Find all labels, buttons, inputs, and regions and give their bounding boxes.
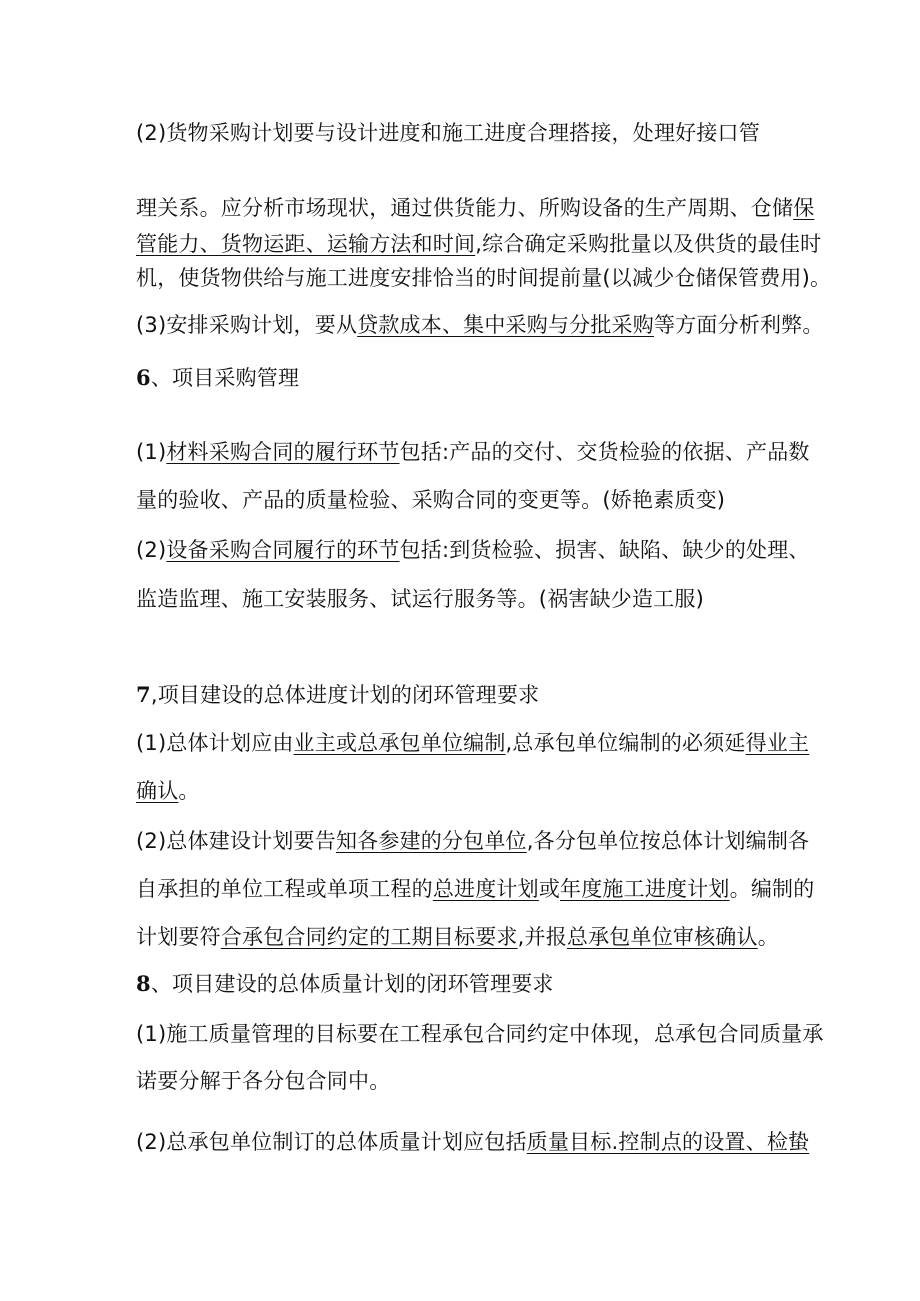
text-line [136,776,200,806]
text-line [136,826,809,856]
text: 包括:产品的交付、交货检验的依据、产品数 [399,440,810,464]
text: 监造监理、施工安装服务、试运行服务等。(祸害缺少造工服) [136,587,704,611]
section-number: 6 [136,365,151,390]
underlined-text: 总承包单位审核确认 [566,925,758,949]
underlined-text: 管能力、货物运距、运输方法和时间 [136,232,476,256]
section-title: 、项目建设的总体质量计划的闭环管理要求 [150,972,554,996]
text: 等方面分析利弊。 [653,313,824,337]
section-title: 、项目采购管理 [150,366,300,390]
underlined-text: 年度施工进度计划 [560,877,730,901]
text: (1) [136,440,167,464]
section-heading [136,680,539,710]
text: (2) [136,538,167,562]
section-heading [136,969,554,999]
text-line [136,874,814,904]
underlined-text: 总进度计划 [432,877,539,901]
text: 理关系。应分析市场现状，通过供货能力、所购设备的生产周期、仓储 [136,196,794,220]
text: 计划要符 [136,925,221,949]
text: ,并报 [517,925,567,949]
text: (1)施工质量管理的目标要在工程承包合同约定中体现，总承包合同质量承 [136,1022,824,1046]
underlined-text: 确认 [136,779,179,803]
text: 机，使货物供给与施工进度安排恰当的时间提前量(以减少仓储保管费用)。 [136,266,832,290]
underlined-text: 材料采购合同的履行环节 [166,440,400,464]
text-line [136,310,824,340]
text: 包括:到货检验、损害、缺陷、缺少的处理、 [399,538,810,562]
text: ,综合确定采购批量以及供货的最佳时 [475,232,822,256]
section-title: ,项目建设的总体进度计划的闭环管理要求 [150,683,540,707]
section-number: 7 [136,682,151,707]
text: (3)安排采购计划，要从 [136,313,358,337]
text-line [136,1066,390,1096]
underlined-text: 贷款成本、集中采购与分批采购 [357,313,654,337]
section-number: 8 [136,971,151,996]
underlined-text: 质量目标.控制点的设置、检蛰 [526,1130,810,1154]
underlined-text: 知各参建的分包单位 [335,829,527,853]
text-line [136,1127,809,1157]
text-line [136,229,821,259]
text: ,总承包单位编制的必须延 [505,731,746,755]
text: 。 [757,925,779,949]
text-line [136,584,704,614]
text-line [136,193,814,223]
underlined-text: 得业主 [745,731,810,755]
text-line [136,535,810,565]
text-line [136,485,725,515]
text: (2)总承包单位制订的总体质量计划应包括 [136,1130,527,1154]
text-line [136,922,779,952]
text: (1)总体计划应由 [136,731,294,755]
text: 。编制的 [729,877,815,901]
text: (2)货物采购计划要与设计进度和施工进度合理搭接，处理好接口管 [136,121,760,145]
text-line [136,118,760,148]
text: ,各分包单位按总体计划编制各 [526,829,810,853]
underlined-text: 业主或总承包单位编制 [293,731,506,755]
text-line [136,1019,824,1049]
underlined-text: 合承包合同约定的工期目标要求 [220,925,518,949]
text: 诺要分解于各分包合同中。 [136,1069,391,1093]
underlined-text: 设备采购合同履行的环节 [166,538,400,562]
underlined-text: 保 [793,196,815,220]
text: 自承担的单位工程或单项工程的 [136,877,433,901]
text-line [136,437,810,467]
text: (2)总体建设计划要告 [136,829,336,853]
text: 量的验收、产品的质量检验、采购合同的变更等。(娇艳素质变) [136,488,726,512]
section-heading [136,363,299,393]
text-line [136,263,831,293]
text-line [136,728,809,758]
text: 。 [178,779,200,803]
text: 或 [538,877,561,901]
